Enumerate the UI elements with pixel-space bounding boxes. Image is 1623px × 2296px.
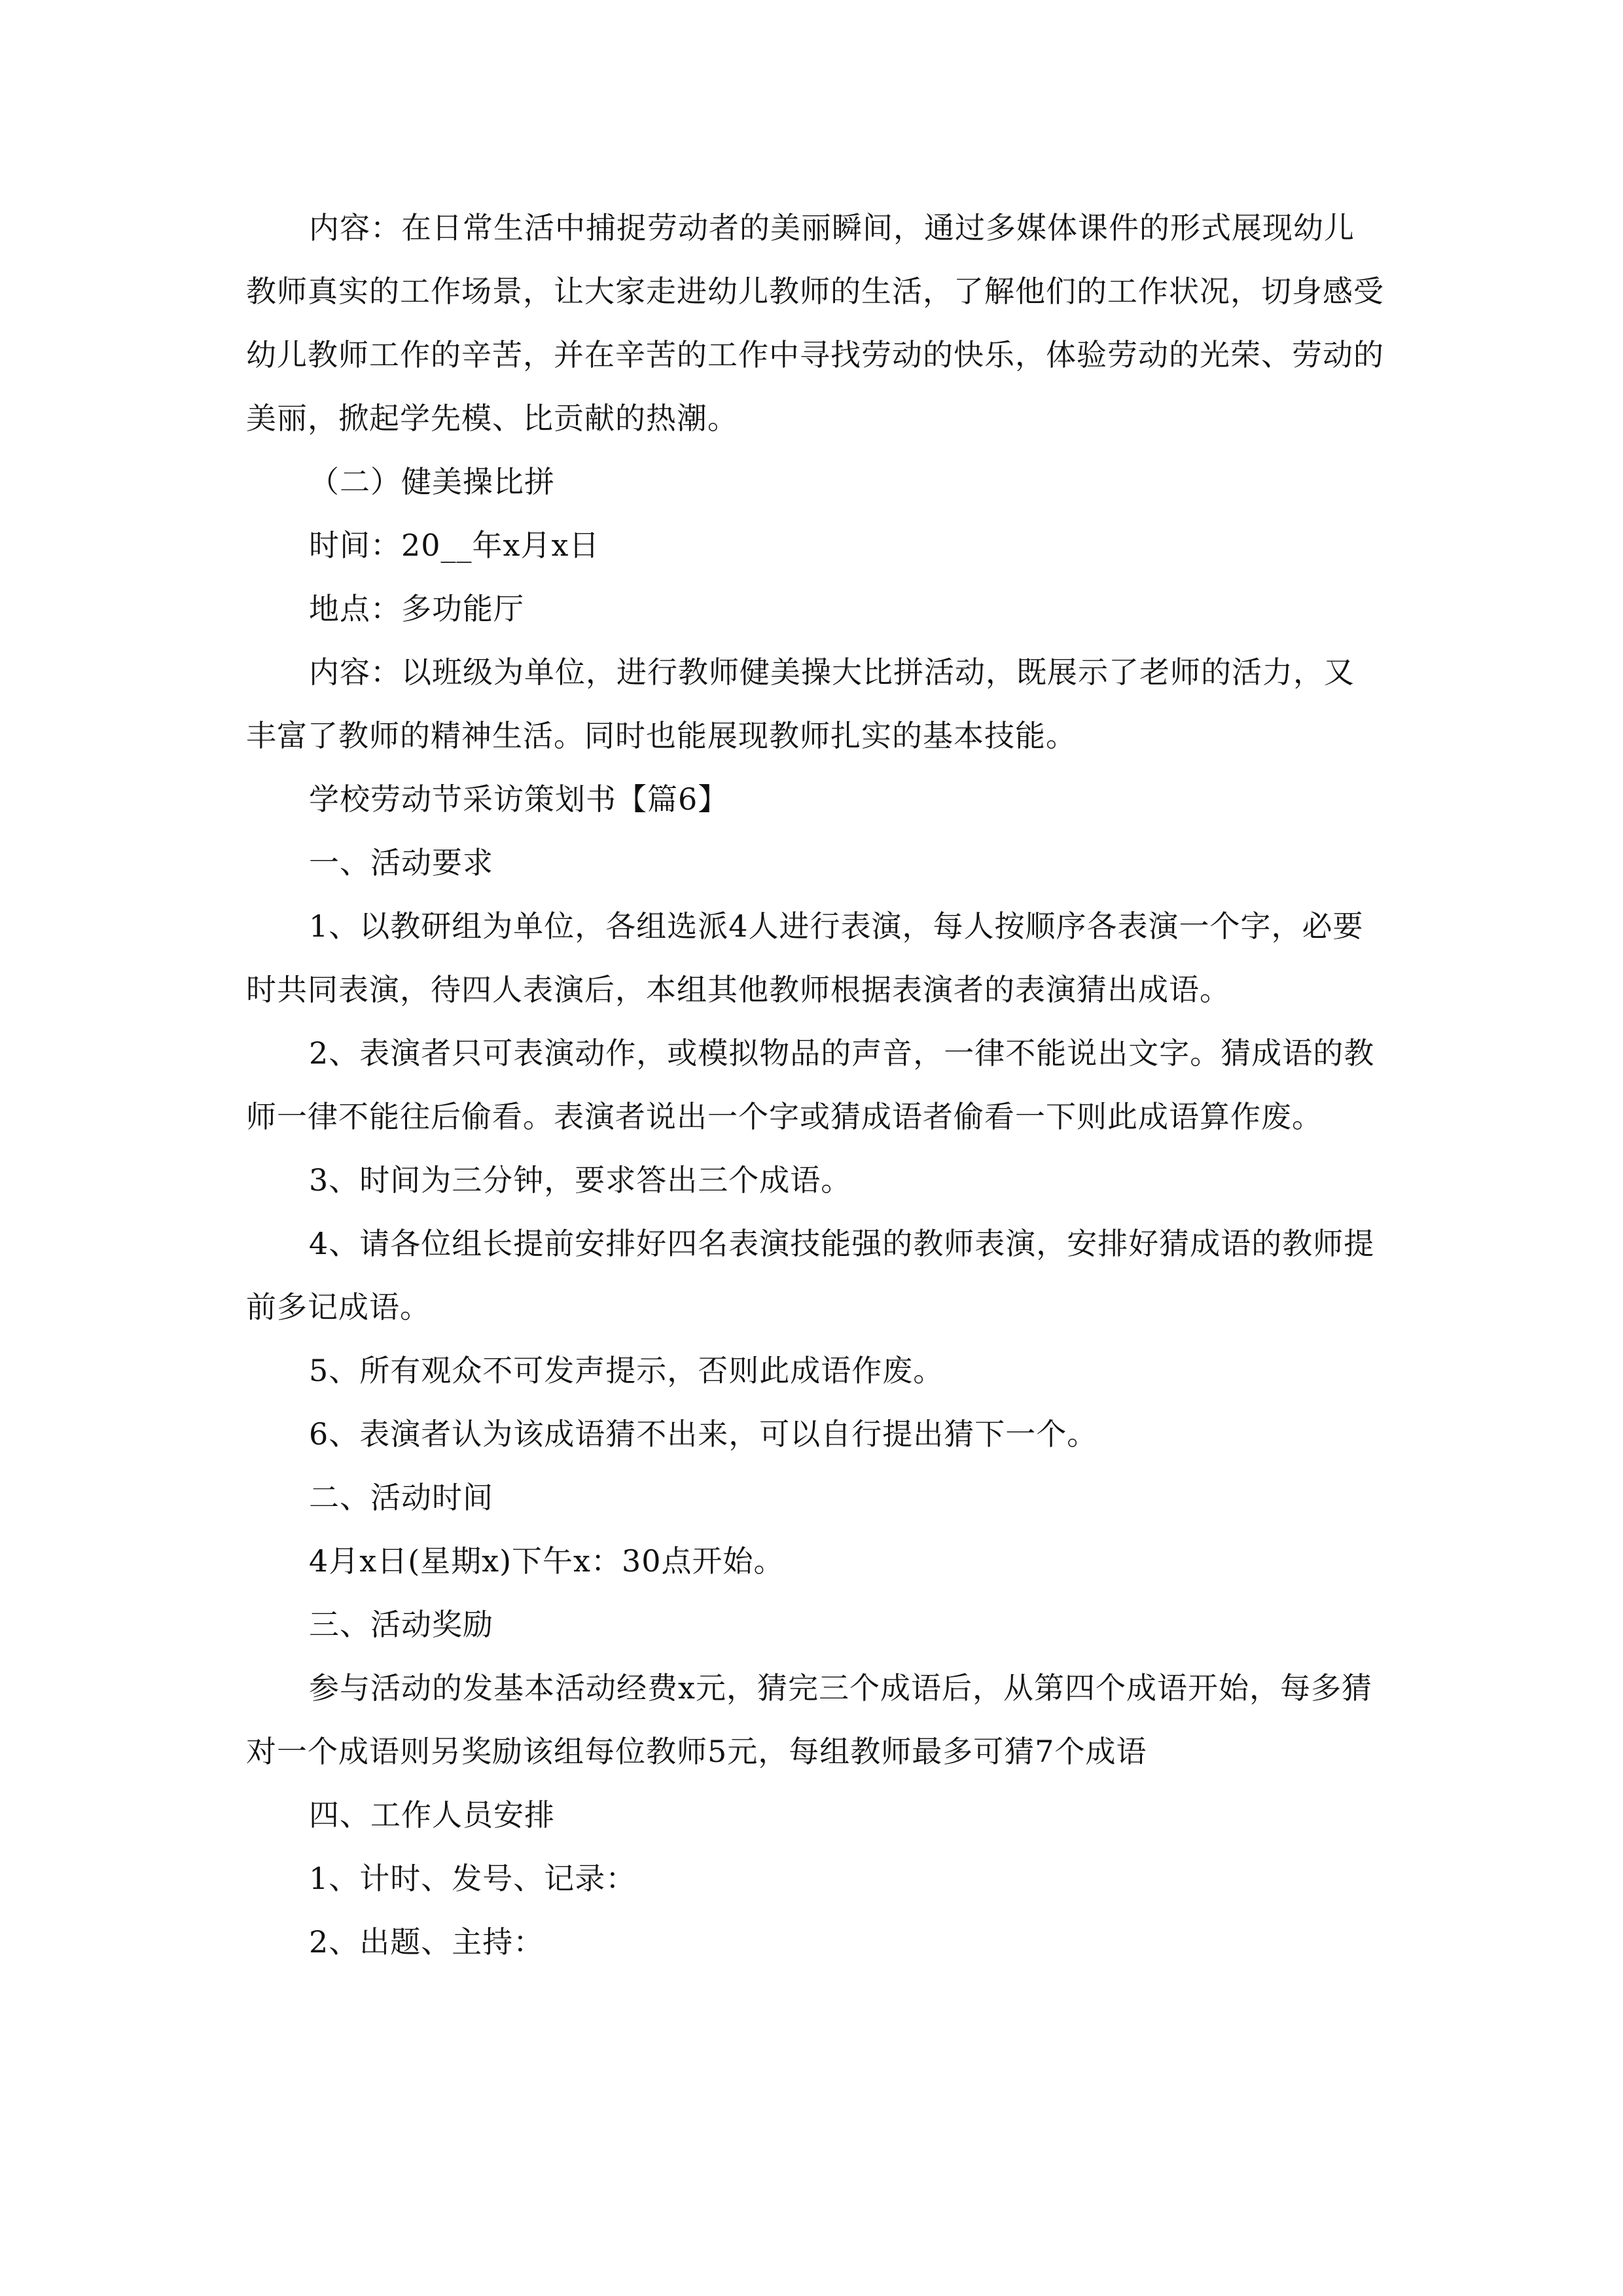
- paragraph-location: 地点：多功能厅: [309, 591, 524, 626]
- section-heading-staff: 四、工作人员安排: [309, 1797, 555, 1833]
- requirement-item-6: 6、表演者认为该成语猜不出来，可以自行提出猜下一个。: [309, 1416, 1098, 1452]
- section-heading-activity-time: 二、活动时间: [309, 1480, 493, 1515]
- section-heading-rewards: 三、活动奖励: [309, 1607, 493, 1642]
- requirement-item-5: 5、所有观众不可发声提示，否则此成语作废。: [309, 1353, 944, 1388]
- staff-item-2: 2、出题、主持：: [309, 1924, 544, 1960]
- document-body: [246, 196, 1385, 1974]
- paragraph-rewards: 参与活动的发基本活动经费x元，猜完三个成语后，从第四个成语开始，每多猜对一个成语则另奖励该组每位教师5元，每组教师最多可猜7个成语: [246, 1670, 1372, 1769]
- requirement-item-2: 2、表演者只可表演动作，或模拟物品的声音，一律不能说出文字。猜成语的教师一律不能往后偷看。表演者说出一个字或猜成语者偷看一下则此成语算作废。: [246, 1035, 1375, 1134]
- paragraph-activity-time: 4月x日(星期x)下午x：30点开始。: [309, 1543, 785, 1579]
- paragraph-content-description: 内容：在日常生活中捕捉劳动者的美丽瞬间，通过多媒体课件的形式展现幼儿教师真实的工作场景，让大家走进幼儿教师的生活，了解他们的工作状况，切身感受幼儿教师工作的辛苦，并在辛苦的工作中寻找劳动的快乐，体验劳动的光荣、劳动的美丽，掀起学先模、比贡献的热潮。: [246, 210, 1384, 436]
- requirement-item-3: 3、时间为三分钟，要求答出三个成语。: [309, 1162, 852, 1198]
- requirement-item-1: 1、以教研组为单位，各组选派4人进行表演，每人按顺序各表演一个字，必要时共同表演，待四人表演后，本组其他教师根据表演者的表演猜出成语。: [246, 908, 1364, 1007]
- paragraph-aerobics-content: 内容：以班级为单位，进行教师健美操大比拼活动，既展示了老师的活力，又丰富了教师的精神生活。同时也能展现教师扎实的基本技能。: [246, 655, 1355, 753]
- section-heading-requirements: 一、活动要求: [309, 845, 493, 880]
- requirement-item-4: 4、请各位组长提前安排好四名表演技能强的教师表演，安排好猜成语的教师提前多记成语。: [246, 1226, 1375, 1325]
- staff-item-1: 1、计时、发号、记录：: [309, 1861, 637, 1896]
- document-title-part6: 学校劳动节采访策划书【篇6】: [309, 781, 729, 817]
- paragraph-time: 时间：20__年x月x日: [309, 528, 600, 563]
- section-heading-aerobics: （二）健美操比拼: [309, 464, 555, 499]
